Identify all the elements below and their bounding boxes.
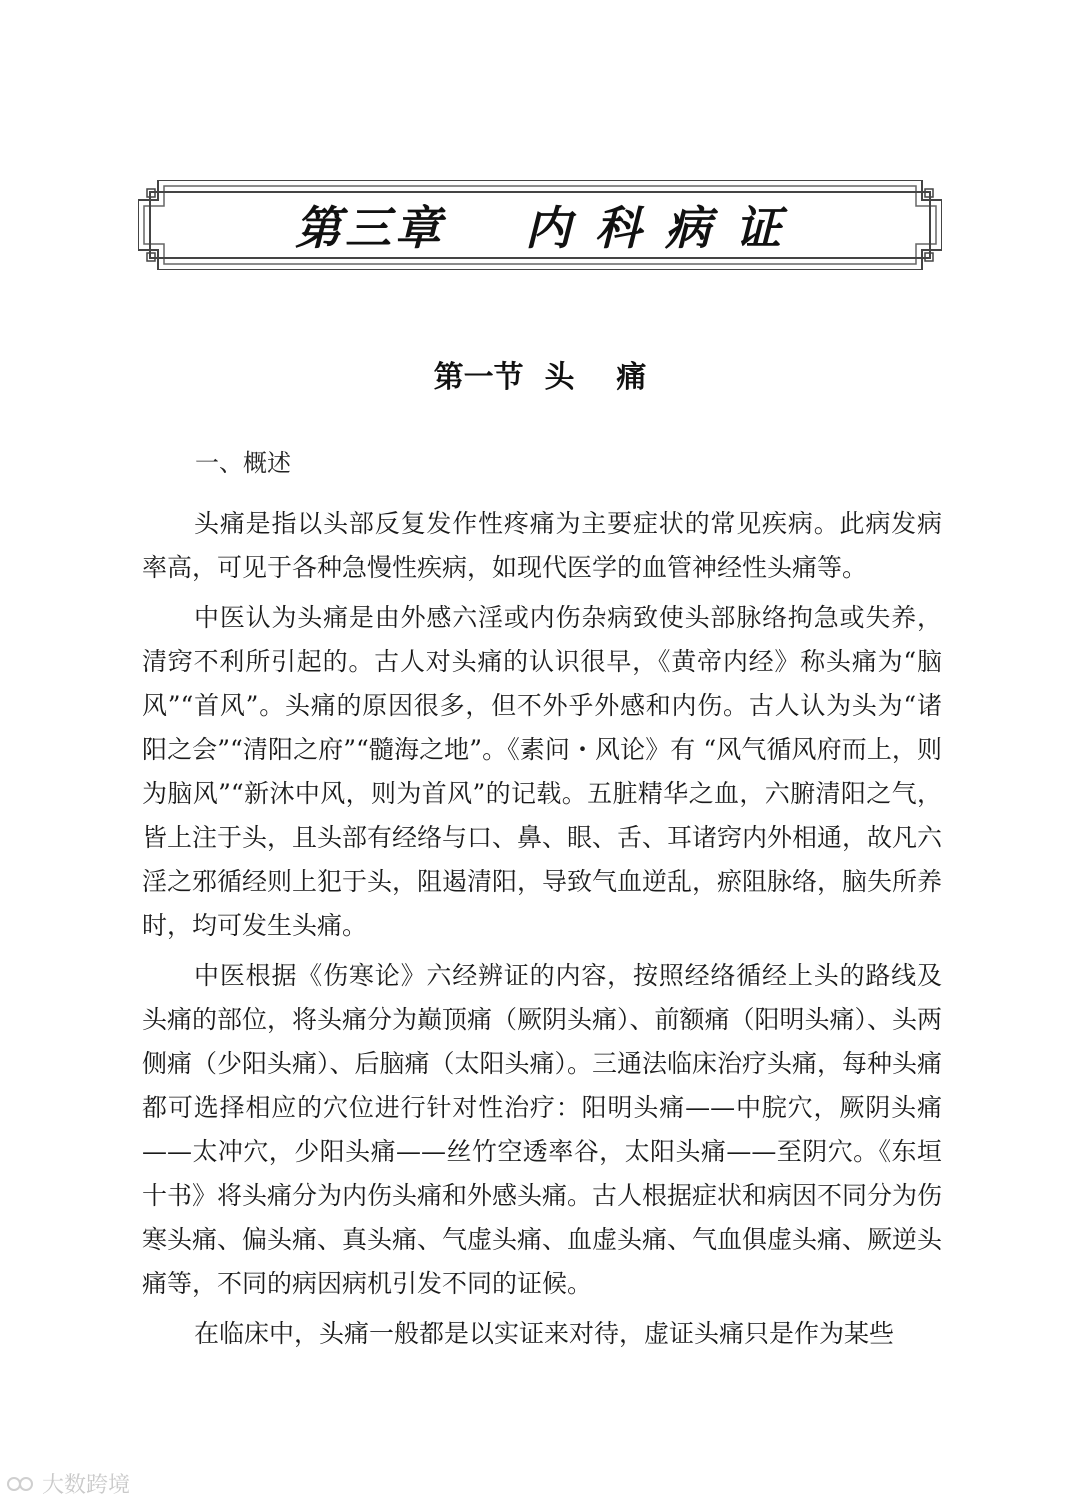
watermark [6, 1468, 130, 1499]
section-title: 第一节 头 痛 [433, 360, 647, 395]
paragraph: 中医根据《伤寒论》六经辨证的内容，按照经络循经上头的路线及头痛的部位，将头痛分为巅顶痛（厥阴头痛）、前额痛（阳明头痛）、头两侧痛（少阳头痛）、后脑痛（太阳头痛）。三通法临床治疗头痛，每种头痛都可选择相应的穴位进行针对性治疗：阳明头痛——中脘穴，厥阴头痛——太冲穴，少阳头痛——丝竹空透率谷，太阳头痛——至阴穴。《东垣十书》将头痛分为内伤头痛和外感头痛。古人根据症状和病因不同分为伤寒头痛、偏头痛、真头痛、气虚头痛、血虚头痛、气血俱虚头痛、厥逆头痛等，不同的病因病机引发不同的证候。 [142, 961, 943, 1298]
watermark-text: 大数跨境 [42, 1473, 131, 1498]
logo-mark-icon [6, 1473, 36, 1495]
subheading: 一、概述 [195, 449, 291, 477]
body-text [142, 502, 942, 1362]
paragraph: 在临床中，头痛一般都是以实证来对待，虚证头痛只是作为某些 [194, 1319, 895, 1348]
chapter-title: 第三章 内 科 病 证 [294, 201, 786, 255]
chapter-banner [138, 180, 942, 270]
paragraph: 头痛是指以头部反复发作性疼痛为主要症状的常见疾病。此病发病率高，可见于各种急慢性疾病，如现代医学的血管神经性头痛等。 [142, 509, 942, 582]
paragraph: 中医认为头痛是由外感六淫或内伤杂病致使头部脉络拘急或失养，清窍不利所引起的。古人对头痛的认识很早，《黄帝内经》称头痛为“脑风”“首风”。头痛的原因很多，但不外乎外感和内伤。古人认为头为“诸阳之会”“清阳之府”“髓海之地”。《素问・风论》有 “风气循风府而上，则为脑风”“新沐中风，则为首风”的记载。五脏精华之血，六腑清阳之气，皆上注于头，且头部有经络与口、鼻、眼、舌、耳诸窍内外相通，故凡六淫之邪循经则上犯于头，阻遏清阳，导致气血逆乱，瘀阻脉络，脑失所养时，均可发生头痛。 [142, 603, 943, 940]
